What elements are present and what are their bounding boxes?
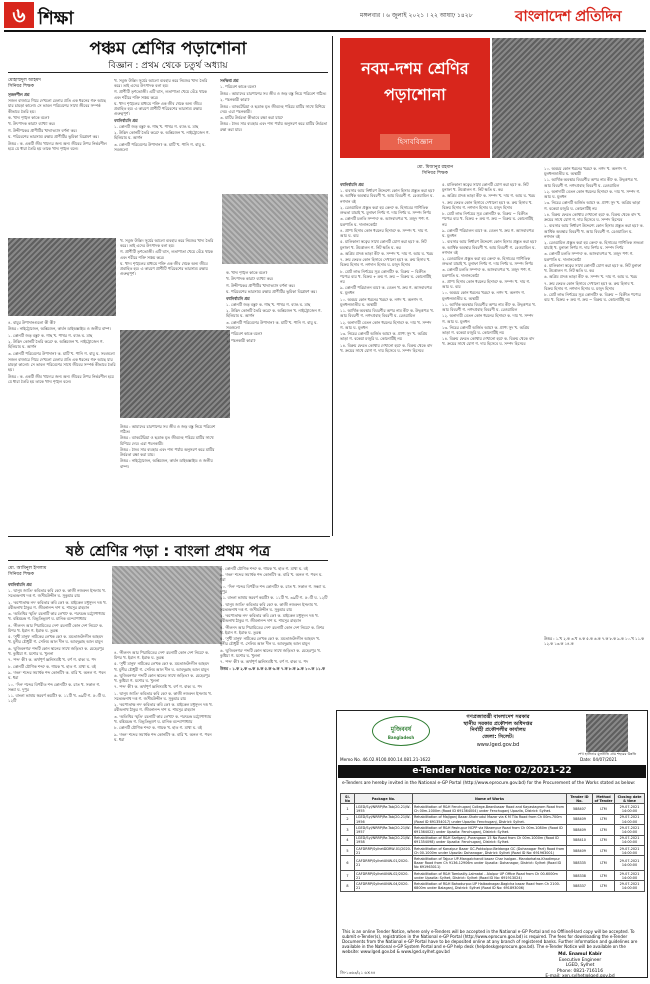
tender-website: www.lged.gov.bd [476,742,520,748]
class5-rule [8,72,328,73]
class5-column-2b [120,238,220,326]
text-paragraph: ৭. ক্রয় ফেরত কোন হিসাবে দেখানো হয়? ক. ক্রয় হিসাব খ. বিক্রয় হিসাব গ. নগদান হিসাব ঘ. মজুদ হিসাব [544,280,635,291]
text-paragraph: খ. সবুজ উদ্ভিদ সূর্যের আলো ব্যবহার করে নিজের খাদ্য তৈরি করে। তাই এদের উৎপাদক বলা হয়। [114,78,208,89]
org-line-1: গণপ্রজাতন্ত্রী বাংলাদেশ সরকার [466,714,530,720]
memo-number: Memo No. 46.02.9100.000.14.081.21-1622 [340,757,431,762]
text-paragraph: উত্তর : ক. একটি জীব খাদ্যের জন্য অন্য জীবের উপর নির্ভরশীল হয়ে যে ধারা তৈরি হয় তাকে খাদ্য শৃঙ্খল বলে। [8,140,107,151]
text-paragraph: ১. ব্যবসার আয় নির্ধারণ উদ্দেশ্যে কোন হিসাব প্রস্তুত করা হয়? ক. আর্থিক অবস্থার বিবরণী খ. আয় বিবরণী গ. রেওয়ামিল ঘ. নগদান বই [340,188,435,204]
text-paragraph: উত্তর : আমাদের চারপাশের সব জীব ও জড় বস্তু নিয়ে পরিবেশ গঠিত। [120,424,216,435]
text-paragraph: ৩. কোনটি পরিবেশের উপাদান? ক. মাটি খ. পানি গ. বায়ু ঘ. সবগুলো [114,141,206,152]
table-row [341,835,645,845]
class5-column-2 [114,78,214,233]
text-paragraph: ২. রেওয়ামিল প্রস্তুত করা হয় কেন? ক. হিসাবের গাণিতিক শুদ্ধতা যাচাই খ. মুনাফা নির্ণয় গ. দায় নির্ণয় ঘ. সম্পদ নির্ণয় [442,256,533,267]
tender-table [340,793,645,892]
text-paragraph: ১. ব্যবসার আয় নির্ধারণ উদ্দেশ্যে কোন হিসাব প্রস্তুত করা হয়? ক. আর্থিক অবস্থার বিবরণী খ. আয় বিবরণী গ. রেওয়ামিল ঘ. নগদান বই [442,239,537,255]
table-row [341,856,645,871]
cell-package: CAFDRRP/SylhetUNW-02/2020-21 [355,871,413,881]
cell-package: LGED/Syl/NRRP/Re-Tab/20-21/W-1955 [356,804,411,814]
text-paragraph: ১২. অনাদায়ী বেতন কোন ধরনের হিসাব? ক. দায় খ. সম্পদ গ. আয় ঘ. মূলধন [544,188,641,200]
author-role: সিনিয়র শিক্ষক [421,171,449,176]
class9-column-3 [544,166,644,632]
cell-tender-id: 588407 [567,804,593,814]
cell-sl: 1 [341,804,355,814]
org-line-4: জেলা: সিলেট। [482,733,514,740]
signatory-office: LGED, Sylhet [565,963,595,969]
section-name: শিক্ষা [38,8,74,29]
text-paragraph: ৩. 'অতিথির স্মৃতি' রচনাটি কার লেখা? ক. শরৎচন্দ্র চট্টোপাধ্যায় খ. বঙ্কিমচন্দ্র গ. বিভূতিভূষণ ঘ. মানিক বন্দ্যোপাধ্যায় [8,611,106,622]
text-paragraph: ঘ. খাদ্য শৃঙ্খলের মাধ্যমে শক্তি এক জীব থেকে অন্য জীবে প্রবাহিত হয়। এ কারণে প্রাণীটি পরিবেশের ভারসাম্য রক্ষায় গুরুত্বপূর্ণ। [114,100,202,117]
text-paragraph: ঘ. পরিবেশের ভারসাম্য রক্ষায় প্রাণীটির ভূমিকা বিশ্লেষণ কর। [226,289,317,295]
tender-notice-banner: e-Tender Notice No: 02/2021-22 [338,765,646,778]
cell-method: LTM [593,814,615,824]
class9-subject: হিসাববিজ্ঞান [380,134,450,150]
text-paragraph: ১২. অনাদায়ী বেতন কোন ধরনের হিসাব? ক. দায় খ. সম্পদ গ. আয় ঘ. মূলধন [340,319,432,330]
reading-students-photo [112,566,222,644]
cell-tender-id: 588410 [567,835,593,845]
text-paragraph: গ. প্রাণীটি তৃণভোজী। এটি ঘাস, লতাপাতা খেয়ে বেঁচে থাকে এবং শরীরে শক্তি সঞ্চয় করে। [120,249,213,260]
text-paragraph: ৭. 'শব্দ' কী? ক. অর্থপূর্ণ ধ্বনিসমষ্টি খ. বর্ণ গ. বাক্য ঘ. পদ [114,684,203,690]
text-paragraph: ৭. ক্রয় ফেরত কোন হিসাবে দেখানো হয়? ক. ক্রয় হিসাব খ. বিক্রয় হিসাব গ. নগদান হিসাব ঘ. মজুদ হিসাব [340,257,431,268]
text-paragraph: উত্তর : জৈব সার ব্যবহার এবং শস্য পর্যায় অনুসরণ করে মাটির উর্বরতা রক্ষা করা যায়। [120,446,215,458]
text-paragraph: ৬. 'মুজিবনগর' শব্দটি কোন স্থানের সাথে জড়িত? ক. মেহেরপুর খ. কুষ্টিয়া গ. যশোর ঘ. খুলনা [114,672,210,684]
text-paragraph: ১১. আর্থিক অবস্থার বিবরণীর অপর নাম কী? ক. উদ্বৃত্তপত্র খ. আয় বিবরণী গ. নগদপ্রবাহ বিবরণী ঘ. রেওয়ামিল [544,177,638,188]
class5-column-2c [120,424,222,529]
text-paragraph: ঘ. খাদ্য শৃঙ্খলের মাধ্যমে শক্তি এক জীব থেকে অন্য জীবে প্রবাহিত হয়। এ কারণে প্রাণীটি পরিবেশের ভারসাম্য রক্ষায় গুরুত্বপূর্ণ। [120,260,208,277]
students-photo [222,194,328,264]
cell-closing: 29-07-2021 14:00:00 [615,846,645,856]
author-role: সিনিয়র শিক্ষক [8,572,35,577]
text-paragraph: ৪. প্রাপ্য হিসাব কোন ধরনের হিসাব? ক. সম্পদ খ. দায় গ. আয় ঘ. ব্যয় [442,278,531,290]
cell-sl: 7 [341,871,355,881]
signatory-name: Md. Enamul Kabir [558,952,602,957]
cell-package: LGED/Syl/NRRP/Re-Tab/20-21/W-1956 [356,815,411,824]
logo-caption: Bangladesh [387,735,415,740]
class9-column-2 [442,182,538,700]
text-paragraph: ২. 'কপোতাক্ষ নদ' কবিতার কবি কে? ক. মাইকেল মধুসূদন দত্ত খ. রবীন্দ্রনাথ ঠাকুর গ. জীবনানন্দ দাশ ঘ. শামসুর রাহমান [220,613,319,624]
cell-work-name: Rehabilitation of R&H Fenchuganj College-Beanibazar Road and Kayastagram Road from Ch 00m-1000m (Road ID 691364004) under Fenchuganj Upazila, District: Sylhet. [413,804,567,814]
text-paragraph: ১. কোনটি জড় বস্তু? ক. গাছ খ. পাথর গ. ব্যাঙ ঘ. মাছ [226,301,311,307]
cell-tender-id: 588409 [567,814,593,824]
column-header: Sl. No [341,794,355,804]
text-paragraph: ৪. বায়ুর উপাদানগুলো কী কী? [8,320,56,325]
signatory-phone: Phone: 0821-716116 [557,968,603,974]
column-divider [332,36,333,536]
text-paragraph: ক. খাদ্য শৃঙ্খল কাকে বলে? [226,270,268,275]
ad-code: জি-১৩৬৩/২১ ৬×৪৪ [340,970,376,975]
text-paragraph: ১০. অবচয় কোন ধরনের খরচ? ক. নগদ খ. অনগদ গ. মূলধনজাতীয় ঘ. অস্থায়ী [442,290,526,301]
class9-author [380,165,490,177]
text-paragraph: ৩. কোনটি চলতি সম্পদ? ক. আসবাবপত্র খ. মজুদ পণ্য গ. যন্ত্রপাতি ঘ. দালানকোঠা [340,216,430,227]
cell-tender-id: 588409 [567,825,593,835]
text-paragraph: ৯. কোনটি পরিচালন ব্যয়? ক. বেতন খ. ক্রয় গ. আসবাবপত্র ঘ. মূলধন [340,285,433,296]
text-paragraph: ১. কোনটি জড় বস্তু? ক. গাছ খ. পাথর গ. ব্যাঙ ঘ. মাছ [114,123,199,129]
text-paragraph: ৭. ক্রয় ফেরত কোন হিসাবে দেখানো হয়? ক. ক্রয় হিসাব খ. বিক্রয় হিসাব গ. নগদান হিসাব ঘ. মজুদ হিসাব [442,199,533,210]
text-paragraph: ৬. 'মুজিবনগর' শব্দটি কোন স্থানের সাথে জড়িত? ক. মেহেরপুর খ. কুষ্টিয়া গ. যশোর ঘ. খুলনা [8,645,104,656]
text-paragraph: ২. রেওয়ামিল প্রস্তুত করা হয় কেন? ক. হিসাবের গাণিতিক শুদ্ধতা যাচাই খ. মুনাফা নির্ণয় গ. দায় নির্ণয় ঘ. সম্পদ নির্ণয় [544,240,644,251]
cell-method: LTM [593,835,615,845]
class5-column-1 [8,92,108,232]
cell-work-name: Rehabilitation of R&H Tambaiily-Lalmatai - Alalpur UP Office Road from Ch 00-6000m under Upazila: Sylhet, District: Sylhet (Road ID No: 691913024) [413,871,567,881]
logo-title: মুজিববর্ষ [390,726,412,733]
text-paragraph: ১৩. নিচের কোনটি অর্জিত আয়? ক. প্রাপ্য সুদ খ. অগ্রিম ভাড়া গ. বকেয়া মজুরি ঘ. কোনোটিই নয় [340,331,428,342]
students-exam-photo [492,38,644,158]
text-paragraph: ৪. প্রাপ্য হিসাব কোন ধরনের হিসাব? ক. সম্পদ খ. দায় গ. আয় ঘ. ব্যয় [340,227,429,239]
table-row [341,846,645,856]
class6-title: ষষ্ঠ শ্রেণির পড়া : বাংলা প্রথম পত্র [65,542,271,560]
cell-work-name: Rehabilitation of R&H Bahadurpur-UP Haibadnagar-Bagicha bazar Road from Ch 2100-6800m under Balaganj, District: Sylhet (Road ID No: 691893006) [413,881,567,891]
text-paragraph: ১১. আর্থিক অবস্থার বিবরণীর অপর নাম কী? ক. উদ্বৃত্তপত্র খ. আয় বিবরণী গ. নগদপ্রবাহ বিবরণী ঘ. রেওয়ামিল [442,301,536,313]
logo-text [372,724,430,740]
table-row [341,881,645,891]
table-row [341,825,645,835]
text-paragraph: ১০. অবচয় কোন ধরনের খরচ? ক. নগদ খ. অনগদ গ. মূলধনজাতীয় ঘ. অস্থায়ী [544,166,628,177]
cell-closing: 29-07-2021 14:00:00 [615,871,645,881]
class6-column-2 [114,650,214,978]
text-paragraph: ১. পরিবেশ কাকে বলে? [226,331,263,337]
cell-sl: 3 [341,825,355,835]
portrait-photo [586,714,628,752]
text-paragraph: সজল বাজারে গিয়ে দেখলো মেলার প্রতি এক ধরনের গরু আছে যার চামড়া কালো। সে ভাবল পরিবেশের সাথে জীবের সম্পর্ক কীভাবে তৈরি হয়। [8,98,106,114]
text-paragraph: ১০. অবচয় কোন ধরনের খরচ? ক. নগদ খ. অনগদ গ. মূলধনজাতীয় ঘ. অস্থায়ী [340,296,424,307]
column-header: Method of Tender [593,794,615,804]
cell-tender-id: 588335 [567,856,593,871]
author-name: মো. আমিনুল ইসলাম [8,566,47,571]
signatory-role: Executive Engineer [558,957,602,963]
cell-method: LTM [593,871,615,881]
text-paragraph: ১. কোনটি জড় বস্তু? ক. গাছ খ. পাথর গ. ব্যাঙ ঘ. মাছ [8,332,93,338]
classroom-photo [8,238,116,316]
cell-tender-id: 588409 [567,846,593,856]
column-header: Package No. [355,794,413,804]
text-paragraph: ৪. 'নীলনদ আর পিরামিডের দেশ' রচনাটি কোন দেশ নিয়ে? ক. মিশর খ. ইরান গ. ইরাক ঘ. তুরস্ক [114,650,210,661]
text-paragraph: ৩. মাটির উর্বরতা কীভাবে রক্ষা করা যায়? [220,115,283,121]
cell-method: LTM [593,881,615,891]
text-paragraph: ৩. কোনটি চলতি সম্পদ? ক. আসবাবপত্র খ. মজুদ পণ্য গ. যন্ত্রপাতি ঘ. দালানকোঠা [442,267,532,278]
text-paragraph: ৯. 'জল' শব্দের সমার্থক শব্দ কোনটি? ক. বারি খ. অনল গ. পবন ঘ. ধরা [220,572,323,583]
org-line-3: নির্বাহী প্রকৌশলীর কার্যালয় [470,727,526,734]
text-paragraph: ২. পচনকারী কারা? [220,97,250,103]
class6-author [8,566,108,578]
table-header-row [341,794,645,804]
class5-column-3b [226,270,328,530]
cell-work-name: Rehabilitation of Tajpur UP-Mangalchandi bazar Char Isalgan- Mandarkatra-Khadimpur Bazar Road from Ch 9136-12906m under Upazila: Dohanagar, District: Sylhet (Road ID No 691963011) [413,856,567,871]
text-paragraph: বহুনির্বাচনি প্রশ্ন [114,117,138,123]
memo-date: Date: 04/07/2021 [580,757,617,762]
text-paragraph: ১. ব্যবসার আয় নির্ধারণ উদ্দেশ্যে কোন হিসাব প্রস্তুত করা হয়? ক. আর্থিক অবস্থার বিবরণী খ. আয় বিবরণী গ. রেওয়ামিল ঘ. নগদান বই [544,223,644,239]
text-paragraph: ১৩. নিচের কোনটি অর্জিত আয়? ক. প্রাপ্য সুদ খ. অগ্রিম ভাড়া গ. বকেয়া মজুরি ঘ. কোনোটিই নয় [442,324,530,335]
cell-closing: 29-07-2021 14:00:00 [615,804,645,814]
class9-column-1 [340,182,436,700]
text-paragraph: খ. সবুজ উদ্ভিদ সূর্যের আলো ব্যবহার করে নিজের খাদ্য তৈরি করে। তাই এদের উৎপাদক বলা হয়। [120,238,214,249]
class5-column-1b [8,320,116,525]
text-paragraph: ১০. 'দিন' শব্দের বিপরীত শব্দ কোনটি? ক. রাত খ. সকাল গ. সন্ধ্যা ঘ. দুপুর [8,681,101,692]
cell-closing: 29-07-2021 14:00:00 [615,814,645,824]
class9-title: নবম-দশম শ্রেণির পড়াশোনা [361,59,469,104]
text-paragraph: সৃজনশীল প্রশ্ন [8,92,30,97]
text-paragraph: উত্তর : ব্যাকটেরিয়া ও ছত্রাক মৃত জীবদেহ পচিয়ে মাটির সাথে মিশিয়ে দেয়। এরা পচনকারী। [220,103,326,114]
text-paragraph: ৮. মোট লাভ নির্ণয়ের সূত্র কোনটি? ক. বিক্রয় − বিক্রীত পণ্যের ব্যয় খ. বিক্রয় + ক্রয় গ. ক্রয় − বিক্রয় ঘ. কোনোটিই নয় [340,268,432,284]
cell-method: LTM [593,856,615,871]
text-paragraph: ৪. 'নীলনদ আর পিরামিডের দেশ' রচনাটি কোন দেশ নিয়ে? ক. মিশর খ. ইরান গ. ইরাক ঘ. তুরস্ক [220,624,325,635]
text-paragraph: ৭. 'শব্দ' কী? ক. অর্থপূর্ণ ধ্বনিসমষ্টি খ. বর্ণ গ. বাক্য ঘ. পদ [220,659,309,665]
text-paragraph: ৬. অগ্রিম প্রদত্ত ভাড়া কী? ক. সম্পদ খ. দায় গ. আয় ঘ. খরচ [442,193,536,199]
text-paragraph: ১. 'মানুষ জাতি' কবিতার কবি কে? ক. কাজী নজরুল ইসলাম খ. সত্যেন্দ্রনাথ দত্ত গ. জসীমউদ্দীন ঘ. সুকুমার রায় [114,690,212,701]
cell-sl: 6 [341,856,355,871]
text-paragraph: ২. পচনকারী কারা? [226,337,256,343]
cell-work-name: Rehabilitation of R&H Pashupur NCPP via Ntzampur Road from Ch 00m-1080m (Road ID 691364022) under Upazila: Fenchuganj, District: Sylhet. [413,825,567,835]
text-paragraph: খ. উৎপাদক কারা? ব্যাখ্যা কর। [8,121,56,127]
table-row [341,804,645,814]
cell-sl: 4 [341,835,355,845]
text-paragraph: উত্তর : ১.ক ২.ক ৩.ক ৪.ক ৫.ক ৬.ক ৭.ক ৮.ক ৯.ক ১০.ক ১১.ক [220,665,325,671]
text-paragraph: ৮. মোট লাভ নির্ণয়ের সূত্র কোনটি? ক. বিক্রয় − বিক্রীত পণ্যের ব্যয় খ. বিক্রয় + ক্রয় গ. ক্রয় − বিক্রয় ঘ. কোনোটিই নয় [544,292,641,303]
text-paragraph: ১১. বাংলা ভাষায় স্বরবর্ণ কয়টি? ক. ১১টি খ. ৩৯টি গ. ৫০টি ঘ. ১২টি [8,693,106,704]
cell-tender-id: 588337 [567,881,593,891]
text-paragraph: সংক্ষিপ্ত প্রশ্ন [220,78,239,83]
class6-rule [8,560,328,561]
signatory-email: E-mail: xen.sylhet@lged.gov.bd [545,974,615,980]
cell-sl: 5 [341,846,355,856]
cell-work-name: Rehabilitation of Kanaipur Bazar GC-Pokkolpur-Beldanga GC (Dohanagar Part) Road from Ch 00-1000m under Upazila: Dohanagar, District: Sylhet (Road ID No: 691963001) [413,846,567,856]
cell-closing: 29-07-2021 14:00:00 [615,856,645,871]
column-header: Name of Works [413,794,567,804]
text-paragraph: গ. উদ্দীপকের প্রাণীটির খাদ্যাভ্যাস বর্ণনা কর। [8,127,77,133]
text-paragraph: সজল বাজারে গিয়ে দেখলো মেলার প্রতি এক ধরনের গরু আছে যার চামড়া কালো। সে ভাবল পরিবেশের সাথে জীবের সম্পর্ক কীভাবে তৈরি হয়। [8,357,116,373]
text-paragraph: ৫. 'সুখী মানুষ' নাটকের লেখক কে? ক. মমতাজউদদীন আহমদ খ. মুনীর চৌধুরী গ. সেলিম আল দীন ঘ. আবদুল্লাহ আল মামুন [8,634,104,645]
cell-closing: 29-07-2021 14:00:00 [615,825,645,835]
class9-answers: উত্তর : ১.খ ২.ক ৩.খ ৪.ক ৫.ক ৬.ক ৭.ক ৮.ক ৯.ক ১০.খ ১১.ক ১২.ক ১৩.ক ১৪.ক [544,636,644,647]
text-paragraph: উত্তর : নাইট্রোজেন, অক্সিজেন, কার্বন ডাইঅক্সাইড ও জলীয় বাষ্প। [8,326,111,332]
text-paragraph: ৩. 'অতিথির স্মৃতি' রচনাটি কার লেখা? ক. শরৎচন্দ্র চট্টোপাধ্যায় খ. বঙ্কিমচন্দ্র গ. বিভূতিভূষণ ঘ. মানিক বন্দ্যোপাধ্যায় [114,713,212,724]
text-paragraph: বহুনির্বাচনি প্রশ্ন [340,182,364,187]
text-paragraph: ২. উদ্ভিদ কোনটি তৈরি করে? ক. অক্সিজেন খ. নাইট্রোজেন গ. হিলিয়াম ঘ. আর্গন [8,339,104,350]
text-paragraph: ১. 'মানুষ জাতি' কবিতার কবি কে? ক. কাজী নজরুল ইসলাম খ. সত্যেন্দ্রনাথ দত্ত গ. জসীমউদ্দীন ঘ. সুকুমার রায় [8,588,106,599]
text-paragraph: ৮. কোনটি যৌগিক শব্দ? ক. গায়ক খ. হাত গ. মাথা ঘ. বই [8,663,96,669]
text-paragraph: ১. 'মানুষ জাতি' কবিতার কবি কে? ক. কাজী নজরুল ইসলাম খ. সত্যেন্দ্রনাথ দত্ত গ. জসীমউদ্দীন ঘ. সুকুমার রায় [220,601,318,612]
author-role: সিনিয়র শিক্ষক [8,84,35,89]
text-paragraph: ২. 'কপোতাক্ষ নদ' কবিতার কবি কে? ক. মাইকেল মধুসূদন দত্ত খ. রবীন্দ্রনাথ ঠাকুর গ. জীবনানন্দ দাশ ঘ. শামসুর রাহমান [114,702,213,713]
tender-footer-note: This is an online Tender Notice, where only e-Tenders will be accepted in the National e-GP Portal and no Offline/Hard copy will be accepted. To submit e-Tender(s), registration in the National e-GP Portal (http://www.eprocure.gov.bd) is required. The fees for downloading the e-Tender Documents from the National e-GP Portal have to be deposited online at any branch of registered banks. Further information and guidelines are available in the National e-GP System Portal and e-GP help desk (helpdesk@eprocure.gov.bd). The e-Tender Notice will be available on the website: www.lged.gov.bd & www.lged.sylhet.gov.bd [342,929,638,955]
cell-sl: 8 [341,881,355,891]
text-paragraph: ৩. কোনটি চলতি সম্পদ? ক. আসবাবপত্র খ. মজুদ পণ্য গ. যন্ত্রপাতি ঘ. দালানকোঠা [544,251,634,262]
text-paragraph: গ. উদ্দীপকের প্রাণীটির খাদ্যাভ্যাস বর্ণনা কর। [226,282,295,288]
text-paragraph: ১১. বাংলা ভাষায় স্বরবর্ণ কয়টি? ক. ১১টি খ. ৩৯টি গ. ৫০টি ঘ. ১২টি [220,595,328,601]
issue-date: মঙ্গলবার । ৬ জুলাই ২০২১ । ২২ আষাঢ় ১৪২৮ [360,12,473,19]
column-header: Tender ID No. [567,794,593,804]
tender-signatory [520,952,640,980]
page-number: ৬ [4,2,34,28]
cell-tender-id: 588338 [567,871,593,881]
text-paragraph: বহুনির্বাচনি প্রশ্ন [8,582,32,587]
text-paragraph: ৫. মালিকানা স্বত্বের সাথে কোনটি যোগ করা হয়? ক. নিট মুনাফা খ. উত্তোলন গ. নিট ক্ষতি ঘ. কর [544,262,642,274]
text-paragraph: ৬. 'মুজিবনগর' শব্দটি কোন স্থানের সাথে জড়িত? ক. মেহেরপুর খ. কুষ্টিয়া গ. যশোর ঘ. খুলনা [220,647,321,658]
class5-column-3 [220,78,328,188]
text-paragraph: ৫. মালিকানা স্বত্বের সাথে কোনটি যোগ করা হয়? ক. নিট মুনাফা খ. উত্তোলন গ. নিট ক্ষতি ঘ. কর [340,239,427,250]
text-paragraph: ৮. কোনটি যৌগিক শব্দ? ক. গায়ক খ. হাত গ. মাথা ঘ. বই [114,725,202,731]
text-paragraph: ৯. 'জল' শব্দের সমার্থক শব্দ কোনটি? ক. বারি খ. অনল গ. পবন ঘ. ধরা [8,670,106,681]
text-paragraph: উত্তর : জৈব সার ব্যবহার এবং শস্য পর্যায় অনুসরণ করে মাটির উর্বরতা রক্ষা করা যায়। [220,121,328,132]
class5-title: পঞ্চম শ্রেণির পড়াশোনা [89,39,247,59]
text-paragraph: বহুনির্বাচনি প্রশ্ন [226,295,250,301]
text-paragraph: ৬. অগ্রিম প্রদত্ত ভাড়া কী? ক. সম্পদ খ. দায় গ. আয় ঘ. খরচ [544,274,638,280]
text-paragraph: উত্তর : আমাদের চারপাশের সব জীব ও জড় বস্তু নিয়ে পরিবেশ গঠিত। [220,90,327,96]
text-paragraph: ১৪. বিক্রয় ফেরত কোথায় দেখানো হয়? ক. বিক্রয় থেকে বাদ খ. ক্রয়ের সাথে যোগ গ. দায় হিসেবে ঘ. সম্পদ হিসেবে [544,211,642,223]
section-divider [8,536,330,537]
text-paragraph: ১২. অনাদায়ী বেতন কোন ধরনের হিসাব? ক. দায় খ. সম্পদ গ. আয় ঘ. মূলধন [442,313,534,324]
class6-column-3 [220,566,328,978]
cell-closing: 29-07-2021 14:00:00 [615,835,645,845]
text-paragraph: ৫. 'সুখী মানুষ' নাটকের লেখক কে? ক. মমতাজউদদীন আহমদ খ. মুনীর চৌধুরী গ. সেলিম আল দীন ঘ. আবদুল্লাহ আল মামুন [220,636,321,647]
table-row [341,814,645,824]
cell-package: CAFDRRP/SylhetUNW-01/2020-21 [355,856,413,871]
exam-hall-photo [120,330,230,418]
text-paragraph: ১৪. বিক্রয় ফেরত কোথায় দেখানো হয়? ক. বিক্রয় থেকে বাদ খ. ক্রয়ের সাথে যোগ গ. দায় হিসেবে ঘ. সম্পদ হিসেবে [340,342,433,353]
text-paragraph: ৪. 'নীলনদ আর পিরামিডের দেশ' রচনাটি কোন দেশ নিয়ে? ক. মিশর খ. ইরান গ. ইরাক ঘ. তুরস্ক [8,622,104,633]
class5-subtitle: বিজ্ঞান : প্রথম থেকে চতুর্থ অধ্যায় [108,61,228,71]
class6-column-1 [8,582,108,978]
tender-organization [438,714,558,740]
text-paragraph: ৩. কোনটি পরিবেশের উপাদান? ক. মাটি খ. পানি গ. বায়ু ঘ. সবগুলো [226,319,318,330]
text-paragraph: ক. খাদ্য শৃঙ্খল কাকে বলে? [8,114,50,120]
cell-package: CAFDRRP/SylhetDDRW-01/2020-21 [356,846,411,855]
author-name: মো. মিজানুর রহমান [416,165,454,170]
cell-sl: 2 [341,814,355,824]
text-paragraph: ৫. 'সুখী মানুষ' নাটকের লেখক কে? ক. মমতাজউদদীন আহমদ খ. মুনীর চৌধুরী গ. সেলিম আল দীন ঘ. আবদুল্লাহ আল মামুন [114,661,210,672]
text-paragraph: ঘ. পরিবেশের ভারসাম্য রক্ষায় প্রাণীটির ভূমিকা বিশ্লেষণ কর। [8,134,99,140]
cell-package: LGED/Syl/NRRP/Re-Tab/20-21/W-1958 [356,836,411,845]
text-paragraph: উত্তর : নাইট্রোজেন, অক্সিজেন, কার্বন ডাইঅক্সাইড ও জলীয় বাষ্প। [120,458,213,469]
text-paragraph: গ. প্রাণীটি তৃণভোজী। এটি ঘাস, লতাপাতা খেয়ে বেঁচে থাকে এবং শরীরে শক্তি সঞ্চয় করে। [114,89,207,100]
text-paragraph: ২. উদ্ভিদ কোনটি তৈরি করে? ক. অক্সিজেন খ. নাইট্রোজেন গ. হিলিয়াম ঘ. আর্গন [114,130,210,141]
cell-work-name: Rehabilitation of R&H Sarfganj -Purangaon 15 No Road from Ch 00m-1000m (Road ID 691354098) under Upazila: Fenchuganj, District: Sylhet. [413,835,567,845]
class5-author [8,78,108,90]
text-paragraph: ৬. অগ্রিম প্রদত্ত ভাড়া কী? ক. সম্পদ খ. দায় গ. আয় ঘ. খরচ [340,250,434,256]
table-row [341,871,645,881]
text-paragraph: ১. পরিবেশ কাকে বলে? [220,84,257,90]
text-paragraph: ৭. 'শব্দ' কী? ক. অর্থপূর্ণ ধ্বনিসমষ্টি খ. বর্ণ গ. বাক্য ঘ. পদ [8,657,97,663]
cell-method: LTM [593,804,615,814]
text-paragraph: ১৩. নিচের কোনটি অর্জিত আয়? ক. প্রাপ্য সুদ খ. অগ্রিম ভাড়া গ. বকেয়া মজুরি ঘ. কোনোটিই নয় [544,200,641,211]
text-paragraph: ১৪. বিক্রয় ফেরত কোথায় দেখানো হয়? ক. বিক্রয় থেকে বাদ খ. ক্রয়ের সাথে যোগ গ. দায় হিসেবে ঘ. সম্পদ হিসেবে [442,336,535,347]
text-paragraph: ৮. কোনটি যৌগিক শব্দ? ক. গায়ক খ. হাত গ. মাথা ঘ. বই [220,566,308,571]
text-paragraph: ৮. মোট লাভ নির্ণয়ের সূত্র কোনটি? ক. বিক্রয় − বিক্রীত পণ্যের ব্যয় খ. বিক্রয় + ক্রয় গ. ক্রয় − বিক্রয় ঘ. কোনোটিই নয় [442,211,534,227]
tender-intro: e-Tenders are hereby invited in the National e-GP Portal (http://www.eprocure.gov.bd) for the Procurement of the Works stated as below: [342,781,636,786]
text-paragraph: ৩. কোনটি পরিবেশের উপাদান? ক. মাটি খ. পানি গ. বায়ু ঘ. সবগুলো [8,350,115,356]
org-line-2: স্থানীয় সরকার প্রকৌশল অধিদপ্তর [463,720,533,727]
text-paragraph: ১১. আর্থিক অবস্থার বিবরণীর অপর নাম কী? ক. উদ্বৃত্তপত্র খ. আয় বিবরণী গ. নগদপ্রবাহ বিবরণী ঘ. রেওয়ামিল [340,308,434,319]
text-paragraph: উত্তর : ব্যাকটেরিয়া ও ছত্রাক মৃত জীবদেহ পচিয়ে মাটির সাথে মিশিয়ে দেয়। এরা পচনকারী। [120,435,214,446]
portrait-caption: শেখ হাসিনার মূলনীতি গ্রাম শহরের উন্নতি [577,752,637,756]
author-name: মোহাম্মদুল আহমদ [8,78,41,83]
cell-method: LTM [593,846,615,856]
text-paragraph: খ. উৎপাদক কারা? ব্যাখ্যা কর। [226,276,274,282]
text-paragraph: উত্তর : ক. একটি জীব খাদ্যের জন্য অন্য জীবের উপর নির্ভরশীল হয়ে যে ধারা তৈরি হয় তাকে খাদ্য শৃঙ্খল বলে। [8,373,114,384]
cell-work-name: Rehabilitation of Majiganj Bazar-Shahrudul Mazar via K M Tila Road from Ch 00m-700m (Road ID 691354017) under Upazila: Fenchuganj, District: Sylhet. [413,814,567,824]
column-header: Closing date & time [615,794,645,804]
text-paragraph: ২. উদ্ভিদ কোনটি তৈরি করে? ক. অক্সিজেন খ. নাইট্রোজেন গ. হিলিয়াম ঘ. আর্গন [226,308,322,319]
text-paragraph: ৫. মালিকানা স্বত্বের সাথে কোনটি যোগ করা হয়? ক. নিট মুনাফা খ. উত্তোলন গ. নিট ক্ষতি ঘ. কর [442,182,529,193]
text-paragraph: ২. রেওয়ামিল প্রস্তুত করা হয় কেন? ক. হিসাবের গাণিতিক শুদ্ধতা যাচাই খ. মুনাফা নির্ণয় গ. দায় নির্ণয় ঘ. সম্পদ নির্ণয় [340,204,431,216]
cell-package: CAFDRRP/SylhetUNW-04/2020-21 [355,881,413,891]
text-paragraph: ২. 'কপোতাক্ষ নদ' কবিতার কবি কে? ক. মাইকেল মধুসূদন দত্ত খ. রবীন্দ্রনাথ ঠাকুর গ. জীবনানন্দ দাশ ঘ. শামসুর রাহমান [8,599,107,610]
text-paragraph: ১০. 'দিন' শব্দের বিপরীত শব্দ কোনটি? ক. রাত খ. সকাল গ. সন্ধ্যা ঘ. দুপুর [220,583,327,594]
newspaper-logo: বাংলাদেশ প্রতিদিন [515,7,622,25]
text-paragraph: ৯. 'জল' শব্দের সমার্থক শব্দ কোনটি? ক. বারি খ. অনল গ. পবন ঘ. ধরা [114,731,212,742]
cell-package: LGED/Syl/NRRP/Re-Tab/20-21/W-1957 [356,825,411,834]
text-paragraph: ৯. কোনটি পরিচালন ব্যয়? ক. বেতন খ. ক্রয় গ. আসবাবপত্র ঘ. মূলধন [442,227,535,239]
cell-method: LTM [593,825,615,835]
header-divider [4,30,646,32]
cell-closing: 29-07-2021 14:00:00 [615,881,645,891]
